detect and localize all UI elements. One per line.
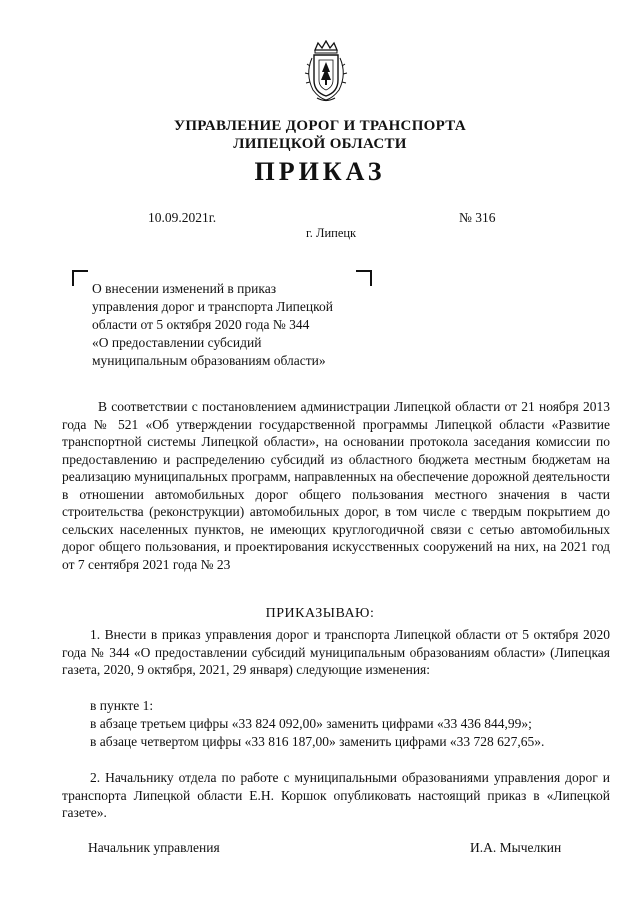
subject-line: области от 5 октября 2020 года № 344 xyxy=(92,317,310,332)
order-item-1-clause: в абзаце четвертом цифры «33 816 187,00» заменить цифрами «33 728 627,65». xyxy=(90,734,545,749)
signatory-position: Начальник управления xyxy=(88,840,220,855)
subject-line: управления дорог и транспорта Липецкой xyxy=(92,299,333,314)
subject-line: муниципальным образованиям области» xyxy=(92,353,326,368)
agency-name-line1: УПРАВЛЕНИЕ ДОРОГ И ТРАНСПОРТА xyxy=(174,118,466,134)
agency-name-line2: ЛИПЕЦКОЙ ОБЛАСТИ xyxy=(233,136,407,152)
order-item-1-clause: в абзаце третьем цифры «33 824 092,00» заменить цифрами «33 436 844,99»; xyxy=(90,716,532,731)
order-item-1-clause: в пункте 1: xyxy=(90,698,154,713)
order-heading: ПРИКАЗЫВАЮ: xyxy=(265,606,375,621)
order-item-2: 2. Начальнику отдела по работе с муниципальными образованиями управления дорог и транспорта Липецкой области Е.Н. Коршок опубликовать настоящий приказ в «Липецкой газете». xyxy=(62,770,610,820)
signatory-name: И.А. Мычелкин xyxy=(470,840,562,855)
coat-of-arms-emblem xyxy=(303,40,349,104)
preamble-paragraph: В соответствии с постановлением администрации Липецкой области от 21 ноября 2013 года № 521 «Об утверждении государственной программы Липецкой области «Развитие транспортной системы Липецкой области», на основании протокола заседания комиссии по предоставлению и распределению субсидий из областного бюджета местным бюджетам на реализацию муниципальных программ, направленных на обеспечение дорожной деятельности в отношении автомобильных дорог общего пользования местного значения в части строительства (реконструкции) автомобильных дорог, в том числе с твердым покрытием до сельских населенных пунктов, не имеющих круглогодичной связи с сетью автомобильных дорог общего пользования, и проектирования искусственных сооружений на них, на 2021 год от 7 сентября 2021 года № 23 xyxy=(62,399,610,572)
subject-line: О внесении изменений в приказ xyxy=(92,281,277,296)
subject-bracket-left xyxy=(72,270,88,286)
document-city: г. Липецк xyxy=(306,226,357,240)
order-item-1: 1. Внести в приказ управления дорог и транспорта Липецкой области от 5 октября 2020 года № 344 «О предоставлении субсидий муниципальным образованиям области» (Липецкая газета, 2020, 9 октября, 2021, 29 января) следующие изменения: xyxy=(62,627,610,677)
document-subject xyxy=(92,280,382,370)
document-type-title: ПРИКАЗ xyxy=(254,157,386,186)
document-number: № 316 xyxy=(459,210,496,225)
document-date: 10.09.2021г. xyxy=(148,210,217,225)
subject-line: «О предоставлении субсидий xyxy=(92,335,262,350)
